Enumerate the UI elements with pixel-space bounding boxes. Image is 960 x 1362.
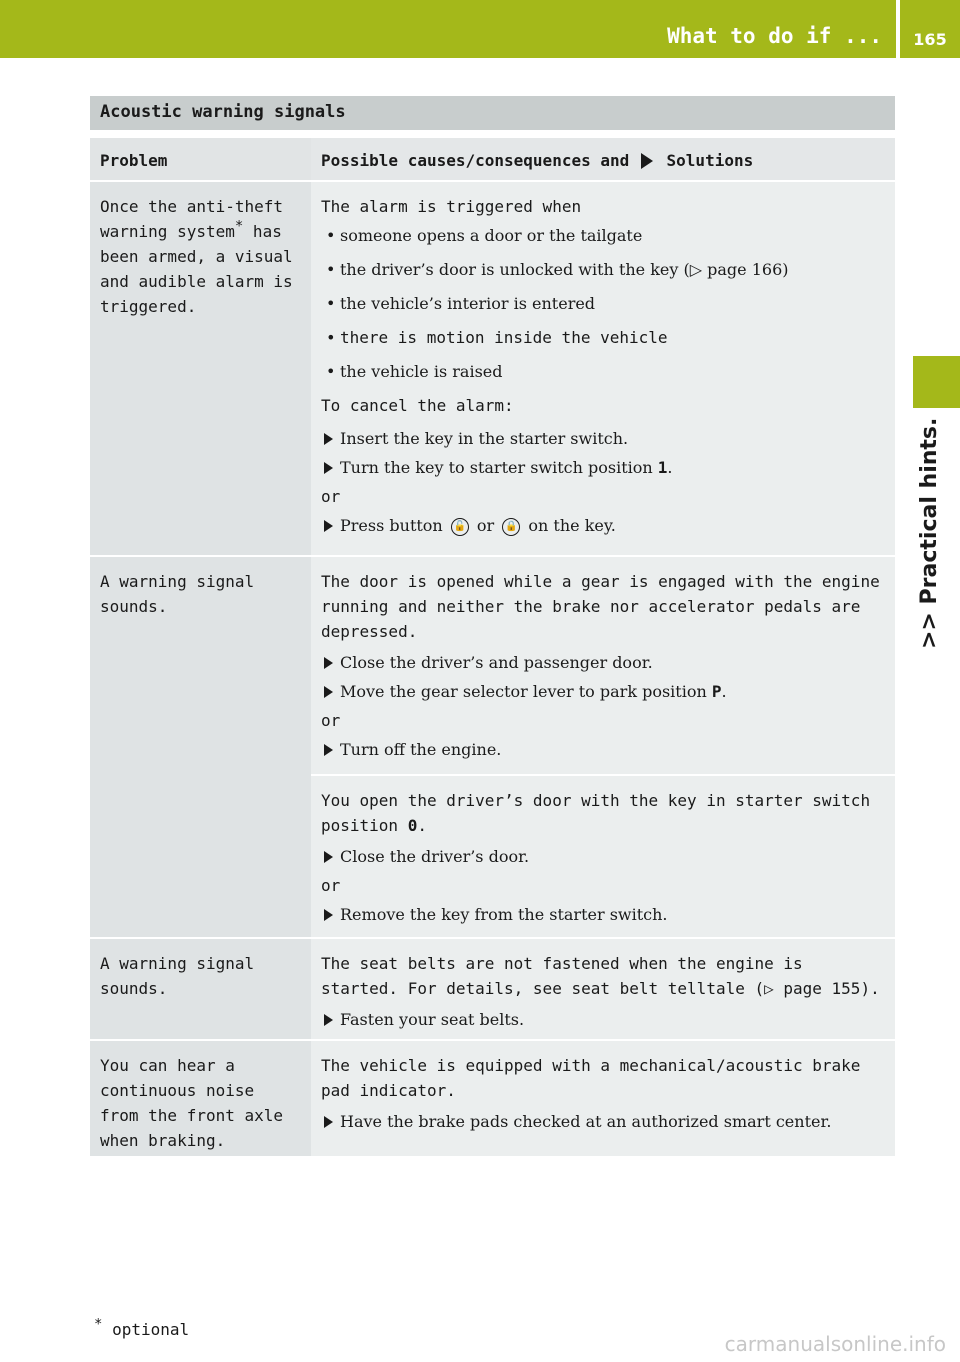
col-header-causes: [311, 138, 895, 180]
optional-star: *: [234, 218, 244, 235]
section-tab: [913, 356, 960, 408]
step-item: Have the brake pads checked at an authorized smart center.: [321, 1109, 885, 1134]
solution-cell: [311, 939, 895, 1039]
page-header-title: What to do if ...: [667, 24, 882, 48]
step-text-end: .: [667, 458, 673, 477]
cause-text: The seat belts are not fastened when the engine is started. For details, see seat belt telltale (▷ page 155).: [321, 954, 880, 998]
bullet-item: • there is motion inside the vehicle: [321, 325, 885, 350]
footnote-star: *: [94, 1316, 103, 1333]
cause-text: The vehicle is equipped with a mechanical/acoustic brake pad indicator.: [321, 1056, 861, 1100]
switch-position: 1: [657, 458, 668, 477]
header-divider: [896, 0, 900, 58]
cancel-text: To cancel the alarm:: [321, 396, 514, 415]
table-caption: Acoustic warning signals: [90, 96, 895, 130]
page-number: 165: [913, 30, 947, 49]
problem-text: Once the anti-theft warning system: [100, 197, 284, 241]
step-text: Press button: [340, 516, 443, 535]
page-header-bar: [0, 0, 960, 58]
solution-stack: [311, 557, 895, 937]
bullet-item: • the driver’s door is unlocked with the key (▷ page 166): [321, 257, 885, 282]
or-text: or: [321, 487, 341, 506]
warning-signals-table: [90, 96, 895, 1156]
table-header-row: [90, 138, 895, 182]
solution-cell: [311, 557, 895, 774]
section-label: >> Practical hints.: [917, 418, 942, 650]
step-item: [321, 679, 885, 704]
intro-text: The alarm is triggered when: [321, 197, 582, 216]
problem-text-cont: has been armed, a visual and audible alarm is triggered.: [100, 222, 293, 316]
table-row: [90, 182, 895, 557]
watermark: carmanualsonline.info: [724, 1332, 946, 1356]
arrow-icon: [641, 153, 653, 169]
step-text: Move the gear selector lever to park position: [340, 682, 712, 701]
park-position: P: [711, 682, 722, 701]
unlock-key-icon: 🔓: [451, 518, 469, 536]
step-item: Remove the key from the starter switch.: [321, 902, 885, 927]
switch-position: 0: [407, 816, 418, 835]
col-header-solutions-label: Solutions: [666, 151, 754, 170]
or-text: or: [321, 711, 341, 730]
step-text-end: .: [721, 682, 727, 701]
step-text-end: on the key.: [528, 516, 616, 535]
step-item: Fasten your seat belts.: [321, 1007, 885, 1032]
or-inline: or: [476, 516, 495, 535]
step-item: Close the driver’s and passenger door.: [321, 650, 885, 675]
step-text: Turn the key to starter switch position: [340, 458, 658, 477]
problem-cell: A warning signal sounds.: [90, 557, 311, 937]
bullet-item: • the vehicle is raised: [321, 359, 885, 384]
or-text: or: [321, 876, 341, 895]
step-item: Turn off the engine.: [321, 737, 885, 762]
table-row: [90, 1041, 895, 1156]
solution-cell: [311, 776, 895, 937]
step-item: Close the driver’s door.: [321, 844, 885, 869]
lock-key-icon: 🔒: [502, 518, 520, 536]
problem-cell: You can hear a continuous noise from the front axle when braking.: [90, 1041, 311, 1156]
problem-cell: A warning signal sounds.: [90, 939, 311, 1039]
col-header-problem: Problem: [90, 138, 311, 180]
footnote-text: optional: [112, 1320, 190, 1339]
step-item: [321, 455, 885, 480]
cause-text-end: .: [417, 816, 427, 835]
col-header-causes-label: Possible causes/consequences and: [321, 151, 630, 170]
cause-text: [321, 788, 885, 838]
bullet-item: • someone opens a door or the tailgate: [321, 223, 885, 248]
problem-cell: [90, 182, 311, 555]
cause-text: The door is opened while a gear is engaged with the engine running and neither the brake nor accelerator pedals are depressed.: [321, 572, 880, 641]
bullet-item: • the vehicle’s interior is entered: [321, 291, 885, 316]
step-item: Insert the key in the starter switch.: [321, 426, 885, 451]
table-row: [90, 557, 895, 939]
table-row: [90, 939, 895, 1041]
cause-text-main: You open the driver’s door with the key in starter switch position: [321, 791, 871, 835]
solution-cell: [311, 1041, 895, 1156]
solution-cell: [311, 182, 895, 555]
footnote: [94, 1316, 190, 1339]
step-item: [321, 513, 885, 538]
